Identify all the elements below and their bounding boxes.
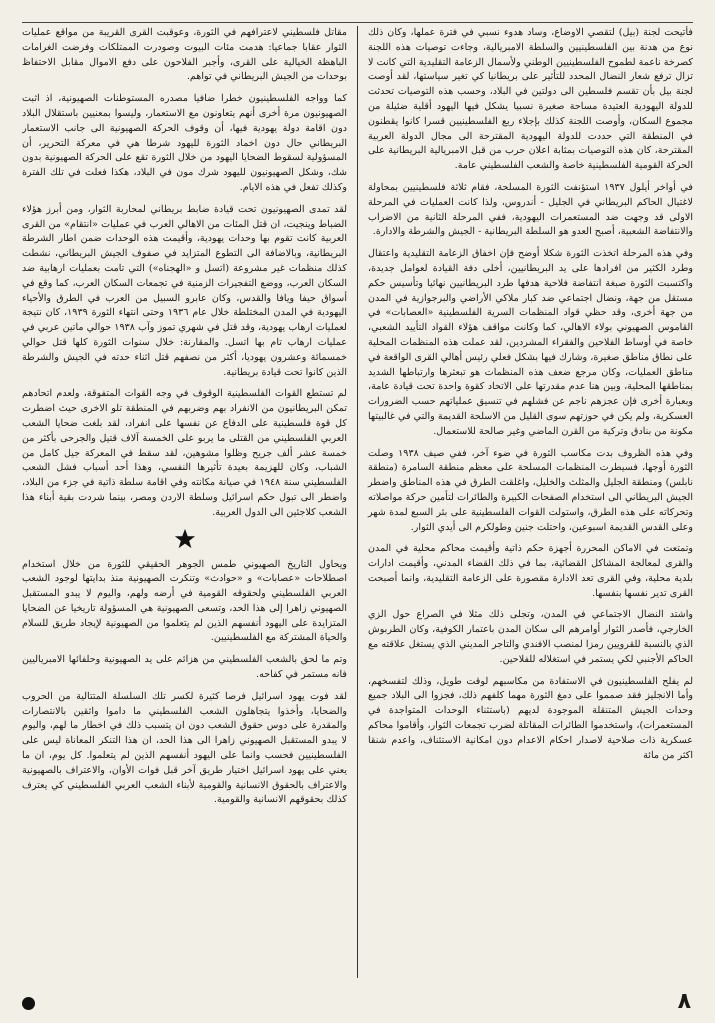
right-column [357,26,693,978]
paragraph: وفي هذه الظروف بدت مكاسب الثورة في ضوء آخر، ففي صيف ١٩٣٨ وصلت الثورة أوجها، فسيطرت المنظمات المسلحة على معظم منطقة السامرة (منطقة نابلس) ومنطقة الجليل والمثلث والخليل، واغلقت الطرق في هذه المناطق واضطر الجيش البريطاني الى استخدام الصفحات الكبيرة والطائرات لتأمين حركة مواصلاته وتحركاته على هذه الطرق، واستولت القوات الفلسطينية على بئر السبع لمدة شهر وعلى القدس القديمة اسبوعين، واحتلت جنين وطولكرم الى أيدي الثوار. [368,447,693,533]
paragraph: وفي هذه المرحلة اتخذت الثورة شكلا أوضح فإن اخفاق الزعامة التقليدية واعتقال وطرد الكثير من افرادها على يد البريطانيين، أخلى دفة القيادة لعوامل جديدة، واكتسبت الثورة صبغة انتفاضة فلاحية هدفها طرد البريطانيين نهائيا وتأسيس حكم مستقل من جهة، ونضال اجتماعي ضد كبار ملاكي الأراضي والبرجوازية في المدن من جهة أخرى، وقد حظي قواد المنظمات السرية الفلسطينية «العصابات» في القاموس الصهيوني بولاء الاهالي، كما وكانت مواقف هؤلاء القواد التأييد الشعبي، خاصة في أوساط الفلاحين والفقراء المشردين، لقد عملت هذه المنظمات المحلية على نطاق مناطق صغيرة، وشارك فيها بشكل فعلي رئيس أهالي القرى الواقعة في مناطق العمليات، وكان مرجع ضعف هذه المنظمات هو تبعثرها وارتباطها الشديد بمناطقها المحلية، وبين هنا عدم مقدرتها على الاتحاد كقوة واحدة تحت قيادة عامة، وبعبارة أخرى فإن عجزهم ناجم عن فشلهم في تنسيق عملياتهم حسب الضرورات العسكرية، ولم يكن في حوزتهم سوى القليل من الاسلحة القديمة والتي في غالبيتها مكونة من بنادق وتركية من القرن الماضي وغير صالحة للاستعمال. [368,248,693,437]
paragraph: فأتيحت لجنة (بيل) لتقصي الاوضاع، وساد هدوء نسبي في فترة عملها، وكان ذلك نوع من هدنة بين الفلسطينيين والسلطة الامبريالية، وجاءت توصيات هذه اللجنة كصرخة ناعمة لطموح الفلسطينيين الوطني ولأسمال الزعامة التقليدية التي كانت لا تزال ترفع شعار النضال المحدد للتأثير على بريطانيا كي تغير سياستها، لقد أوصت لجنة بيل بأن تقسم فلسطين الى دولتين في البلاد، وحسب هذه التوصيات تحدثت للدولة اليهودية العتيدة مساحة صغيرة نسبيا يشكل فيها اليهود أقلية ضئيلة من مجموع السكان، وأوصت اللجنة كذلك بإجلاء ربع الفلسطينيين قسرا كانوا يقطنون في المنطقة التي حددت للدولة اليهودية المقترحة الى مجال الدولة العربية المقترحة، كان هذه التوصيات بمثابة اعلان حرب من قبل الامبريالية البريطانية على الحركة القومية الفلسطينية خاصة والشعب الفلسطيني عامة. [368,27,693,172]
paragraph: مقاتل فلسطيني لاعترافهم في الثورة، وعوقبت القرى القريبة من مواقع عمليات الثوار عقابا جماعيا: هدمت مئات البيوت وصودرت الممتلكات وفرضت الغرامات الباهظة الخيالية على القرى، وأجبر الفلاحون على دفع الاموال مقابل الاحتفاظ بوحدات من الجيش البريطاني في تواهم. [22,27,347,83]
left-column [22,26,357,978]
paragraph: واشتد النضال الاجتماعي في المدن، وتجلى ذلك مثلا في الصراع حول الزي الخارجي، فأصدر الثوار أوامرهم الى سكان المدن باعتمار الكوفية، وكان الطربوش الذي بالنسبة للقرويين رمزا لمنصب الافندي والتاجر المديني الذي يستغل علاقته مع الحاكم الأجنبي لكي يستمر في استغلاله للفلاحين. [368,609,693,665]
paragraph: في أواخر أيلول ١٩٣٧ استؤنفت الثورة المسلحة، فقام ثلاثة فلسطينيين بمحاولة لاغتيال الحاكم البريطاني في الجليل - أندروس، ولذا كانت العمليات في المرحلة الاولى قد وجهت ضد المستعمرات اليهودية، ففي المرحلة الثانية من الاضراب والانتفاضة الشعبية، أصبح العدو هو السلطة البريطانية - الجيش والشرطة والادارة. [368,181,693,238]
paragraph: لقد فوت يهود اسرائيل فرصا كثيرة لكسر تلك السلسلة المتتالية من الحروب والضحايا، وأخذوا يتجاهلون الشعب الفلسطيني ما داموا واثقين بالانتصارات والمقدرة على دوس حقوق الشعب دون ان يتسبب ذلك في اخطار ما لهم، واليوم لا يبدو المستقبل الصهيوني زاهرا الى هذا الحد، ان هذا التنكر المعاناة ليس على الفلسطينيين فحسب وانما على اليهود أنفسهم الذين لم يتعلموا. كل يوم، ان ما يعني على يهود اسرائيل اختيار طريق آخر قبل فوات الأوان، والاعتراف بالصهيونية والاعتراف بالحقوق الانسانية والقومية لأبناء الشعب العربي الفلسطيني كي يعترف كذلك بحقوقهم الانسانية والقومية. [22,690,347,806]
paragraph: لقد تمدى الصهيونيون تحت قيادة ضابط بريطاني لمحاربة الثوار، ومن أبرز هؤلاء الضباط وينجيت، ان قتل المئات من الاهالي العرب في عمليات «انتقام» من القرى العربية كانت تقوم بها وحدات يهودية، وأقيمت هذه الوحدات ضمن اطار الشرطة البريطانية، وبالاضافة الى التطوع المتزايد في صفوف الجيش البريطاني، نشطت كذلك منظمات غير مشروعة (اتسل و «الهجناه») التي تامت بعمليات ارهابية ضد السكان العرب، ووضع التفجيرات الزمنية في تجمعات السكان العرب، كما وقع في أسواق حيفا ويافا والقدس، وكان عابرو السبيل من العرب في الطرق والأحياء اليهودية في المدن المختلطة خلال عام ١٩٣٦ وحتى انتهاء الثورة ١٩٣٩، كان نتيجة لعمليات ارهاب يهودية، وقد قتل في شهري تموز وآب ١٩٣٨ حوالي ماتين عربي في عمليات ارهاب تام بها اتسل. والمقارنة: خلال سنوات الثورة كلها قتل حوالي خمسمائة وعشرون يهوديا، أكثر من نصفهم قتل اثناء حدته في الجيش والشرطة الذين كانوا تحت قيادة بريطانية. [22,203,348,378]
paragraph: كما وواجه الفلسطينيون خطرا ضافيا مصدره المستوطنات الصهيونية، اذ اثبت الصهيونيون مرة أخرى أنهم يتعاونون مع الاستعمار، وليسوا بمعنيين باستقلال البلاد دون اقامة دولة يهودية فيها، أن وقوف الحركة الصهيونية الى جانب الاستعمار البريطاني حال دون اخماد الثورة لليهود شرطا هي في معركة التحرير، أن المسؤولية لسقوط الضحايا اليهود من خلال الثورة تقع على الحركة الصهيونية بدون شك، وشكل الصهيونيون لليهود شرك مون في البلاد، هكذا فعلت في تلك الفترة وكذلك تفعل في هذه الايام. [22,93,347,193]
page-footer [0,991,715,1017]
paragraph: ويحاول التاريخ الصهيوني طمس الجوهر الحقيقي للثورة من خلال استخدام اصطلاحات «عصابات» و «حوادث» وتنكرت الصهيونية منذ بدايتها لوجود الشعب العربي الفلسطيني ولحقوقه القومية في أرضه ولهم، واليوم لا يبدو المستقبل الصهيوني زاهرا إلى هذا الحد، وتسعى الصهيونية هي المسؤولة تاريخيا عن الضحايا المتزايدة على اليهود أنفسهم الذين لم يتعلموا من الصهيونية لإيجاد طريق للسلام والحياة المشتركة مع الفلسطينيين. [22,558,347,644]
page-number: ٨ [677,989,691,1014]
top-rule [22,22,693,23]
paragraph: لم يفلح الفلسطينيون في الاستفادة من مكاسبهم لوقت طويل، وذلك لتفسخهم، وأما الانجليز فقد صمموا على دمغ الثورة مهما كلفهم ذلك، فجزوا الى البلاد جميع وحدات الجيش المتنقلة الموجودة لديهم (باستثناء الوحدات المتواجدة في المستعمرات)، واستخدموا الطائرات المقاتلة لضرب تجمعات الثوار، وأقاموا محاكم عسكرية ذات صلاحية لاصدار احكام الاعدام دون امكانية الاستئناف، واعدم شنقا اكثر من مائة [368,675,693,761]
paragraph: وتمتعت في الاماكن المحررة أجهزة حكم ذاتية وأقيمت محاكم محلية في المدن والقرى لمعالجة المشاكل القضائية، بما في ذلك القضاء المدني، وأقيمت ادارات بلدية محلية، وفي القرى تعد الادارة مقصورة على الزعامة التقليدية، وانما أصبحت القرى تدير نفسها بنفسها. [368,543,693,599]
star-ornament-icon [22,528,347,550]
paragraph: لم تستطع القوات الفلسطينية الوقوف في وجه القوات المتفوقة، ولعدم اتحادهم تمكن البريطانيون من الانفراد بهم وضربهم في المنطقة تلو الاخرى حيث اضطرت كل قوة فلسطينية على الدفاع عن نفسها على انفراد، لقد بلغت ضحايا الشعب العربي الفلسطيني من القتلى ما يربو على الخمسة آلاف قتيل والجرحى بأكثر من خمسة عشر ألف جريح وظلوا مشوهين، لقد سقط في المعركة جيل كامل من الشباب، وكان للهزيمة بعيدة تأثيرها النفسي، وهذا أحد أسباب فشل الشعب الفلسطيني سنة ١٩٤٨ في صيانة مكانته وفي اقامة سلطة ذاتية في جزء من البلاد، واضطر الى تبول حكم اسرائيل وسلطة الاردن ومصر، بينما شردت بقية أبناء هذا الشعب كلاجئين الى الدول العربية. [22,388,347,518]
bullet-dot-icon [22,997,35,1010]
text-columns [22,26,693,978]
paragraph: وتم ما لحق بالشعب الفلسطيني من هزائم على يد الصهيونية وحلفائها الامبرياليين فانه مستمر في كفاحه. [22,654,347,681]
